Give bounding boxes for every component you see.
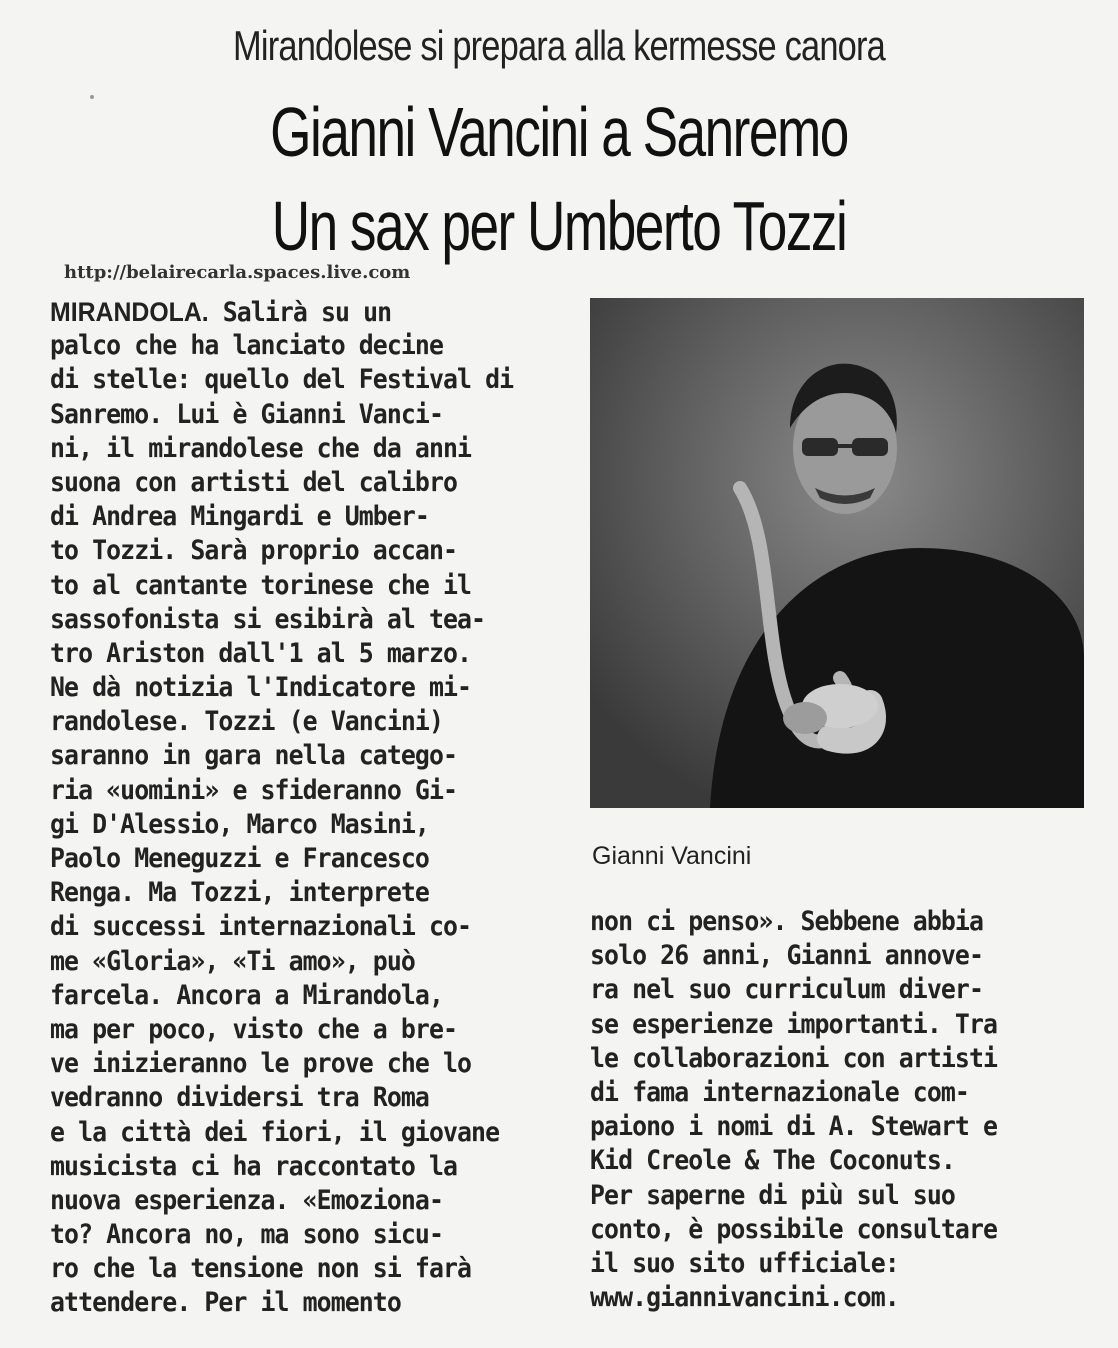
source-url: http://belairecarla.spaces.live.com: [64, 262, 411, 283]
column-line: ro che la tensione non si farà: [50, 1253, 472, 1285]
column-line: farcela. Ancora a Mirandola,: [50, 979, 443, 1011]
column-line: saranno in gara nella catego-: [50, 740, 458, 772]
column-line: musicista ci ha raccontato la: [50, 1150, 458, 1182]
column-line: Per saperne di più sul suo: [590, 1179, 955, 1211]
column-line: vedranno dividersi tra Roma: [50, 1082, 429, 1114]
column-line: sassofonista si esibirà al tea-: [50, 603, 486, 635]
column-line: palco che ha lanciato decine: [50, 330, 443, 362]
column-line: ni, il mirandolese che da anni: [50, 432, 472, 464]
column-line: e la città dei fiori, il giovane: [50, 1116, 500, 1148]
column-line: suona con artisti del calibro: [50, 466, 458, 498]
column-line: ve inizieranno le prove che lo: [50, 1048, 472, 1080]
column-line: solo 26 anni, Gianni annove-: [590, 940, 983, 972]
column-line: to Tozzi. Sarà proprio accan-: [50, 535, 458, 567]
dateline: MIRANDOLA.: [50, 297, 209, 327]
column-line: to? Ancora no, ma sono sicu-: [50, 1219, 443, 1251]
column-line: le collaborazioni con artisti: [590, 1042, 998, 1074]
column-line: www.giannivancini.com.: [590, 1282, 899, 1314]
column-line: attendere. Per il momento: [50, 1287, 401, 1319]
column-line: di successi internazionali co-: [50, 911, 472, 943]
musician-photo: [590, 298, 1084, 808]
column-line: me «Gloria», «Ti amo», può: [50, 945, 415, 977]
column-line: ria «uomini» e sfideranno Gi-: [50, 774, 458, 806]
column-line: non ci penso». Sebbene abbia: [590, 906, 983, 937]
column-line: ra nel suo curriculum diver-: [590, 974, 983, 1006]
column-line: conto, è possibile consultare: [590, 1213, 998, 1245]
column-line: di stelle: quello del Festival di: [50, 364, 514, 396]
left-column: [50, 295, 545, 1321]
photo-caption: Gianni Vancini: [592, 842, 752, 870]
column-line: di Andrea Mingardi e Umber-: [50, 501, 429, 533]
headline-line-2: Un sax per Umberto Tozzi: [271, 187, 847, 265]
column-line: randolese. Tozzi (e Vancini): [50, 706, 443, 738]
right-column: [590, 905, 1090, 1315]
column-line: Sanremo. Lui è Gianni Vanci-: [50, 398, 443, 430]
column-line: se esperienze importanti. Tra: [590, 1008, 998, 1040]
column-line: tro Ariston dall'1 al 5 marzo.: [50, 637, 472, 669]
column-line: Ne dà notizia l'Indicatore mi-: [50, 672, 472, 704]
column-line: to al cantante torinese che il: [50, 569, 472, 601]
saxophonist-illustration: [590, 298, 1084, 808]
print-speck: [90, 95, 94, 99]
column-line: il suo sito ufficiale:: [590, 1247, 899, 1279]
column-line: Paolo Meneguzzi e Francesco: [50, 843, 429, 874]
article-kicker: Mirandolese si prepara alla kermesse canora: [233, 22, 885, 69]
headline-line-1: Gianni Vancini a Sanremo: [270, 93, 848, 171]
column-line: nuova esperienza. «Emoziona-: [50, 1184, 443, 1216]
column-line: ma per poco, visto che a bre-: [50, 1013, 458, 1045]
column-line: gi D'Alessio, Marco Masini,: [50, 808, 429, 840]
column-line: di fama internazionale com-: [590, 1076, 969, 1108]
column-line: paiono i nomi di A. Stewart e: [590, 1111, 998, 1143]
column-line: Renga. Ma Tozzi, interprete: [50, 877, 429, 909]
column-line: Kid Creole & The Coconuts.: [590, 1145, 955, 1177]
first-line: [50, 295, 505, 329]
column-line: Salirà su un: [208, 297, 392, 328]
